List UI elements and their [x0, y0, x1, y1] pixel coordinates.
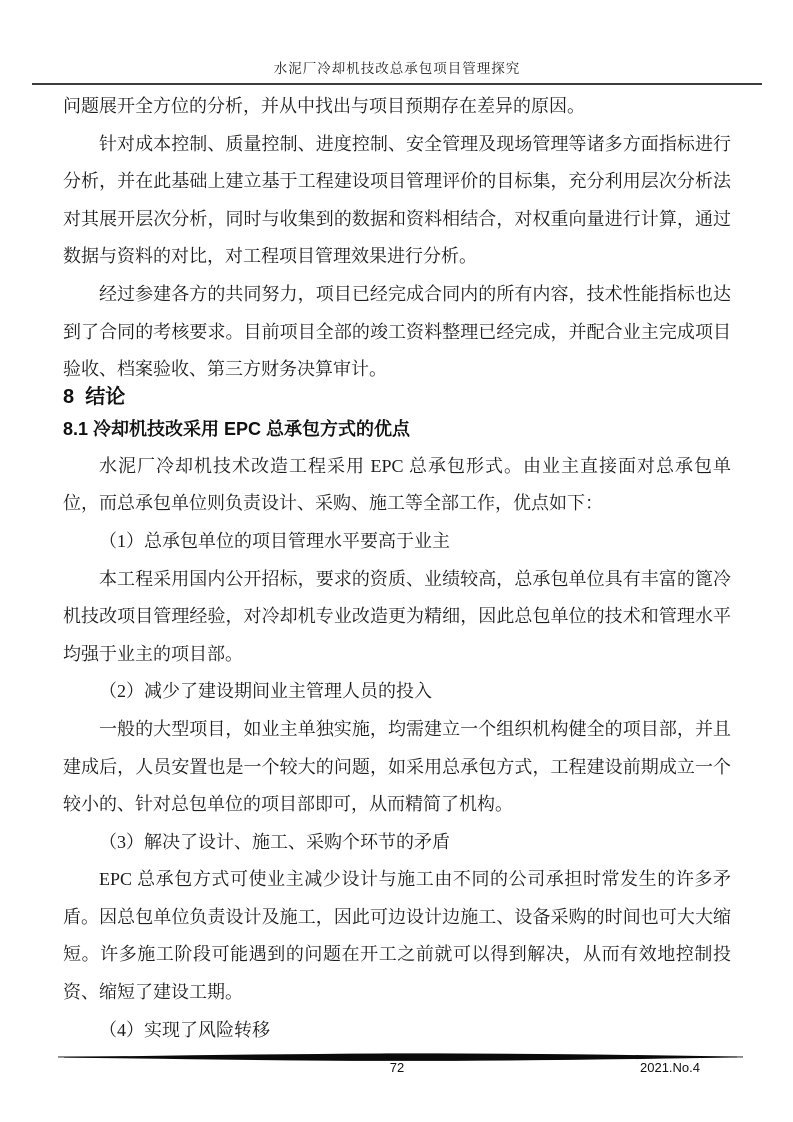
paragraph: 问题展开全方位的分析，并从中找出与项目预期存在差异的原因。 [63, 96, 585, 116]
list-item-paragraph: （1）总承包单位的项目管理水平要高于业主 [99, 530, 450, 551]
header-rule [32, 83, 762, 85]
paragraph: 一般的大型项目，如业主单独实施，均需建立一个组织机构健全的项目部，并且建成后，人员安置也是一个较大的问题，如采用总承包方式，工程建设前期成立一个较小的、针对总包单位的项目部即可，从而精简了机构。 [63, 718, 731, 815]
list-item-paragraph: （2）减少了建设期间业主管理人员的投入 [99, 681, 432, 702]
paragraph: 水泥厂冷却机技术改造工程采用 EPC 总承包形式。由业主直接面对总承包单位，而总承包单位则负责设计、采购、施工等全部工作，优点如下： [63, 455, 731, 514]
paragraph: 经过参建各方的共同努力，项目已经完成合同内的所有内容，技术性能指标也达到了合同的考核要求。目前项目全部的竣工资料整理已经完成，并配合业主完成项目验收、档案验收、第三方财务决算审计。 [63, 283, 731, 380]
document-body [63, 88, 731, 1049]
issue-number: 2021.No.4 [640, 1060, 700, 1075]
page-number: 72 [389, 1060, 405, 1075]
list-item-paragraph: （3）解决了设计、施工、采购个环节的矛盾 [99, 831, 450, 852]
paragraph: 本工程采用国内公开招标，要求的资质、业绩较高，总承包单位具有丰富的篦冷机技改项目管理经验，对冷却机专业改造更为精细，因此总包单位的技术和管理水平均强于业主的项目部。 [63, 568, 731, 664]
subsection-heading: 8.1 冷却机技改采用 EPC 总承包方式的优点 [63, 418, 411, 439]
paragraph: EPC 总承包方式可使业主减少设计与施工由不同的公司承担时常发生的许多矛盾。因总包单位负责设计及施工，因此可边设计边施工、设备采购的时间也可大大缩短。许多施工阶段可能遇到的问题在开工之前就可以得到解决，从而有效地控制投资、缩短了建设工期。 [63, 869, 731, 1003]
paragraph: 针对成本控制、质量控制、进度控制、安全管理及现场管理等诸多方面指标进行分析，并在此基础上建立基于工程建设项目管理评价的目标集，充分利用层次分析法对其展开层次分析，同时与收集到的数据和资料相结合，对权重向量进行计算，通过数据与资料的对比，对工程项目管理效果进行分析。 [63, 133, 731, 267]
running-header-title: 水泥厂冷却机技改总承包项目管理探究 [273, 61, 521, 76]
list-item-paragraph: （4）实现了风险转移 [99, 1019, 270, 1040]
footer-rule-bar [58, 1049, 743, 1059]
section-heading: 8 结论 [63, 385, 126, 408]
